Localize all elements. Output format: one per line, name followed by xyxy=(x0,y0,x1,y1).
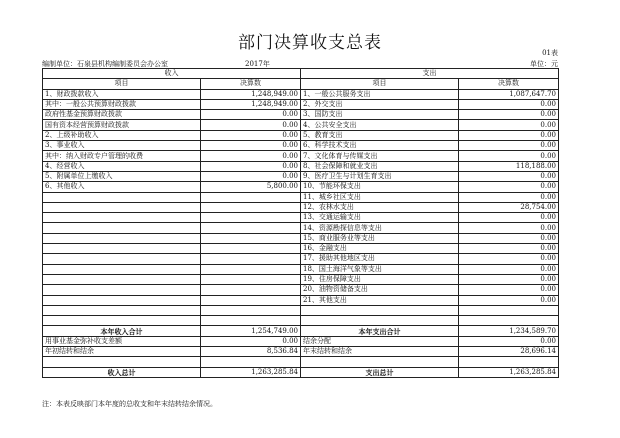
income-item-cell: 1、财政拨款收入 xyxy=(43,89,201,99)
expense-item-cell: 9、医疗卫生与计划生育支出 xyxy=(301,171,459,181)
income-amount-cell xyxy=(201,295,301,305)
expense-amount-cell: 0.00 xyxy=(459,295,559,305)
table-row xyxy=(43,171,559,181)
table-row xyxy=(43,192,559,202)
expense-item-cell: 13、交通运输支出 xyxy=(301,213,459,223)
income-amount-cell xyxy=(201,274,301,284)
income-item-cell: 其中：一般公共预算财政拨款 xyxy=(43,99,201,109)
income-amount-cell: 1,248,949.00 xyxy=(201,99,301,109)
income-item-cell xyxy=(43,223,201,233)
expense-item-cell: 结余分配 xyxy=(301,336,459,346)
expense-amount-cell: 0.00 xyxy=(459,223,559,233)
expense-amount-cell: 28,696.14 xyxy=(459,347,559,357)
expense-item-cell: 7、文化体育与传媒支出 xyxy=(301,151,459,161)
expense-item-cell: 15、商业服务业等支出 xyxy=(301,233,459,243)
income-amount-cell xyxy=(201,233,301,243)
page-title: 部门决算收支总表 xyxy=(238,33,382,53)
table-row xyxy=(43,161,559,171)
expense-item-cell: 4、公共安全支出 xyxy=(301,120,459,130)
header-info-row xyxy=(42,59,558,68)
income-amount-cell: 1,263,285.84 xyxy=(201,367,301,377)
expense-item-cell: 10、节能环保支出 xyxy=(301,182,459,192)
income-item-cell xyxy=(43,274,201,284)
expense-amount-cell xyxy=(459,357,559,367)
income-item-cell xyxy=(43,316,201,326)
income-item-cell: 3、事业收入 xyxy=(43,141,201,151)
income-item-cell xyxy=(43,295,201,305)
expense-amount-cell xyxy=(459,316,559,326)
expense-item-cell xyxy=(301,357,459,367)
expense-item-cell: 14、资源勘探信息等支出 xyxy=(301,223,459,233)
income-amount-cell xyxy=(201,316,301,326)
table-row xyxy=(43,295,559,305)
income-item-cell: 年初结转和结余 xyxy=(43,347,201,357)
expense-item-cell: 8、社会保障和就业支出 xyxy=(301,161,459,171)
expense-item-header: 项目 xyxy=(301,79,459,89)
expense-amount-cell: 0.00 xyxy=(459,171,559,181)
table-row xyxy=(43,326,559,336)
expense-amount-cell: 1,234,589.70 xyxy=(459,326,559,336)
table-row xyxy=(43,130,559,140)
income-amount-cell xyxy=(201,223,301,233)
income-item-cell: 4、经营收入 xyxy=(43,161,201,171)
table-row xyxy=(43,213,559,223)
income-amount-cell: 5,800.00 xyxy=(201,182,301,192)
expense-amount-cell: 0.00 xyxy=(459,336,559,346)
report-year: 2017年 xyxy=(245,60,270,68)
income-amount-cell: 0.00 xyxy=(201,120,301,130)
table-row xyxy=(43,316,559,326)
income-item-cell xyxy=(43,357,201,367)
income-amount-cell xyxy=(201,305,301,315)
income-amount-cell xyxy=(201,357,301,367)
expense-amount-cell: 0.00 xyxy=(459,233,559,243)
expense-item-cell: 3、国防支出 xyxy=(301,110,459,120)
form-number: 01表 xyxy=(542,49,558,57)
table-row xyxy=(43,223,559,233)
income-amount-cell: 0.00 xyxy=(201,151,301,161)
income-item-cell: 其中：纳入财政专户管理的收费 xyxy=(43,151,201,161)
income-amount-cell: 0.00 xyxy=(201,161,301,171)
table-row xyxy=(43,274,559,284)
income-item-header: 项目 xyxy=(43,79,201,89)
expense-amount-cell: 0.00 xyxy=(459,244,559,254)
budget-summary-table xyxy=(42,68,559,378)
currency-unit: 单位：元 xyxy=(530,60,558,68)
income-amount-header: 决算数 xyxy=(201,79,301,89)
table-row xyxy=(43,120,559,130)
expense-amount-header: 决算数 xyxy=(459,79,559,89)
income-amount-cell: 0.00 xyxy=(201,130,301,140)
income-item-cell xyxy=(43,305,201,315)
income-item-cell xyxy=(43,244,201,254)
expense-item-cell: 20、油物资储备支出 xyxy=(301,285,459,295)
table-row xyxy=(43,182,559,192)
expense-amount-cell: 0.00 xyxy=(459,213,559,223)
income-item-cell: 收入总计 xyxy=(43,367,201,377)
expense-amount-cell: 118,188.00 xyxy=(459,161,559,171)
table-row xyxy=(43,233,559,243)
expense-amount-cell: 1,087,647.70 xyxy=(459,89,559,99)
table-row xyxy=(43,347,559,357)
footnote: 注：本表反映部门本年度的总收支和年末结转结余情况。 xyxy=(42,400,217,408)
income-item-cell: 本年收入合计 xyxy=(43,326,201,336)
table-row xyxy=(43,285,559,295)
table-row xyxy=(43,357,559,367)
table-row xyxy=(43,367,559,377)
table-row xyxy=(43,264,559,274)
income-item-cell xyxy=(43,192,201,202)
expense-section-header: 支出 xyxy=(301,69,559,79)
table-row xyxy=(43,305,559,315)
org-name: 编制单位：石泉县机构编制委员会办公室 xyxy=(42,60,168,68)
expense-item-cell: 1、一般公共服务支出 xyxy=(301,89,459,99)
income-item-cell: 2、上级补助收入 xyxy=(43,130,201,140)
expense-amount-cell: 0.00 xyxy=(459,130,559,140)
expense-item-cell: 11、城乡社区支出 xyxy=(301,192,459,202)
expense-item-cell: 16、金融支出 xyxy=(301,244,459,254)
expense-amount-cell: 0.00 xyxy=(459,274,559,284)
expense-amount-cell xyxy=(459,305,559,315)
expense-item-cell: 19、住房保障支出 xyxy=(301,274,459,284)
expense-item-cell: 6、科学技术支出 xyxy=(301,141,459,151)
expense-item-cell: 2、外交支出 xyxy=(301,99,459,109)
expense-amount-cell: 0.00 xyxy=(459,285,559,295)
income-amount-cell xyxy=(201,192,301,202)
income-item-cell xyxy=(43,202,201,212)
table-row xyxy=(43,336,559,346)
expense-item-cell: 年末结转和结余 xyxy=(301,347,459,357)
income-amount-cell: 0.00 xyxy=(201,141,301,151)
expense-amount-cell: 0.00 xyxy=(459,120,559,130)
income-amount-cell xyxy=(201,244,301,254)
expense-amount-cell: 0.00 xyxy=(459,192,559,202)
income-item-cell: 用事业基金弥补收支差额 xyxy=(43,336,201,346)
expense-amount-cell: 28,754.00 xyxy=(459,202,559,212)
expense-amount-cell: 0.00 xyxy=(459,99,559,109)
expense-amount-cell: 0.00 xyxy=(459,264,559,274)
income-item-cell: 政府性基金预算财政拨款 xyxy=(43,110,201,120)
expense-item-cell: 18、国土海洋气象等支出 xyxy=(301,264,459,274)
income-item-cell xyxy=(43,254,201,264)
table-row xyxy=(43,141,559,151)
income-item-cell: 6、其他收入 xyxy=(43,182,201,192)
income-amount-cell xyxy=(201,285,301,295)
income-item-cell xyxy=(43,264,201,274)
income-amount-cell: 0.00 xyxy=(201,171,301,181)
income-item-cell: 5、附属单位上缴收入 xyxy=(43,171,201,181)
table-row xyxy=(43,244,559,254)
income-section-header: 收入 xyxy=(43,69,301,79)
table-row xyxy=(43,254,559,264)
income-item-cell xyxy=(43,285,201,295)
expense-item-cell: 本年支出合计 xyxy=(301,326,459,336)
income-amount-cell: 0.00 xyxy=(201,110,301,120)
table-row xyxy=(43,202,559,212)
expense-amount-cell: 0.00 xyxy=(459,254,559,264)
table-row xyxy=(43,99,559,109)
expense-item-cell: 17、援助其他地区支出 xyxy=(301,254,459,264)
income-amount-cell xyxy=(201,264,301,274)
income-amount-cell: 1,248,949.00 xyxy=(201,89,301,99)
expense-amount-cell: 0.00 xyxy=(459,110,559,120)
expense-item-cell: 支出总计 xyxy=(301,367,459,377)
expense-amount-cell: 0.00 xyxy=(459,141,559,151)
income-amount-cell: 1,254,749.00 xyxy=(201,326,301,336)
expense-amount-cell: 0.00 xyxy=(459,151,559,161)
expense-amount-cell: 0.00 xyxy=(459,182,559,192)
income-item-cell: 国有资本经营预算财政拨款 xyxy=(43,120,201,130)
income-item-cell xyxy=(43,213,201,223)
income-amount-cell: 0.00 xyxy=(201,336,301,346)
expense-item-cell: 21、其他支出 xyxy=(301,295,459,305)
expense-item-cell xyxy=(301,316,459,326)
income-amount-cell xyxy=(201,202,301,212)
income-item-cell xyxy=(43,233,201,243)
income-amount-cell: 8,536.84 xyxy=(201,347,301,357)
table-row xyxy=(43,110,559,120)
expense-item-cell xyxy=(301,305,459,315)
expense-item-cell: 12、农林水支出 xyxy=(301,202,459,212)
column-header-row xyxy=(43,79,559,89)
income-amount-cell xyxy=(201,213,301,223)
income-amount-cell xyxy=(201,254,301,264)
table-row xyxy=(43,89,559,99)
table-row xyxy=(43,151,559,161)
expense-amount-cell: 1,263,285.84 xyxy=(459,367,559,377)
section-header-row xyxy=(43,69,559,79)
expense-item-cell: 5、教育支出 xyxy=(301,130,459,140)
